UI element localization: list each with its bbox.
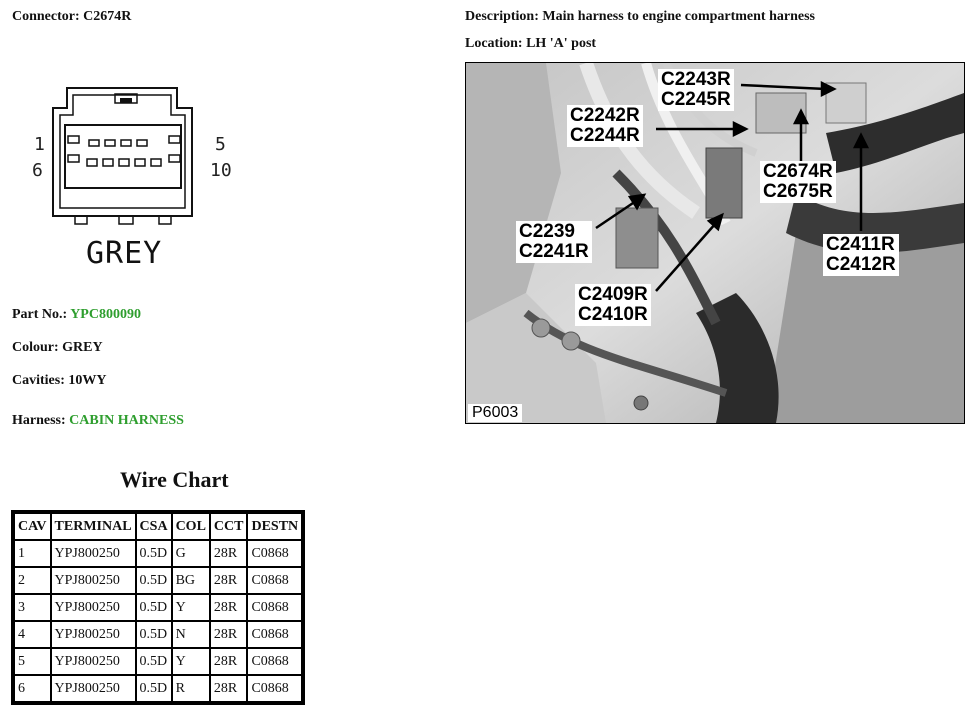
- cell-cav: 6: [15, 676, 50, 701]
- cell-col: Y: [173, 595, 209, 620]
- part-number-label: Part No.:: [12, 307, 68, 322]
- cell-col: R: [173, 676, 209, 701]
- callout-line: C2675R: [763, 181, 833, 202]
- cell-csa: 0.5D: [137, 622, 171, 647]
- part-number-link[interactable]: YPC800090: [70, 307, 141, 322]
- description-line: [465, 9, 815, 25]
- cell-cct: 28R: [211, 649, 247, 674]
- cavities-value: 10WY: [68, 373, 107, 388]
- wire-chart-table: [11, 510, 305, 705]
- connector-face-diagram: [45, 80, 205, 230]
- callout-c2409r: [575, 284, 651, 326]
- callout-line: C2674R: [763, 161, 833, 182]
- cell-terminal: YPJ800250: [52, 676, 135, 701]
- cell-col: G: [173, 541, 209, 566]
- pin-label-10: 10: [210, 160, 232, 181]
- header-csa: CSA: [137, 514, 171, 539]
- cell-csa: 0.5D: [137, 541, 171, 566]
- cell-col: N: [173, 622, 209, 647]
- pin-label-1: 1: [34, 134, 45, 155]
- callout-c2411r: [823, 234, 899, 276]
- header-cav: CAV: [15, 514, 50, 539]
- table-row: [15, 541, 301, 566]
- callout-line: C2412R: [826, 254, 896, 275]
- connector-colour-text: GREY: [86, 236, 163, 271]
- cell-cct: 28R: [211, 622, 247, 647]
- location-photo: [465, 62, 965, 424]
- cell-cct: 28R: [211, 595, 247, 620]
- connector-value: C2674R: [83, 9, 132, 24]
- cell-csa: 0.5D: [137, 595, 171, 620]
- table-row: [15, 595, 301, 620]
- cell-destn: C0868: [248, 568, 301, 593]
- cell-destn: C0868: [248, 541, 301, 566]
- table-row: [15, 676, 301, 701]
- wire-chart-title: Wire Chart: [120, 467, 229, 492]
- callout-line: C2242R: [570, 105, 640, 126]
- cell-terminal: YPJ800250: [52, 568, 135, 593]
- cell-cct: 28R: [211, 541, 247, 566]
- location-value: LH 'A' post: [526, 36, 597, 51]
- callout-line: C2245R: [661, 89, 731, 110]
- cell-col: BG: [173, 568, 209, 593]
- cell-cav: 5: [15, 649, 50, 674]
- description-value: Main harness to engine compartment harness: [542, 9, 815, 24]
- callout-line: C2241R: [519, 241, 589, 262]
- cell-destn: C0868: [248, 595, 301, 620]
- pin-label-5: 5: [215, 134, 226, 155]
- callout-line: C2239: [519, 221, 575, 242]
- cell-csa: 0.5D: [137, 649, 171, 674]
- header-col: COL: [173, 514, 209, 539]
- callout-line: C2244R: [570, 125, 640, 146]
- callout-c2243r: [658, 69, 734, 111]
- cell-col: Y: [173, 649, 209, 674]
- cell-terminal: YPJ800250: [52, 595, 135, 620]
- cell-terminal: YPJ800250: [52, 622, 135, 647]
- connector-line: [12, 9, 131, 25]
- callout-line: C2409R: [578, 284, 648, 305]
- cell-destn: C0868: [248, 676, 301, 701]
- callout-c2239: [516, 221, 592, 263]
- header-destn: DESTN: [248, 514, 301, 539]
- cell-cct: 28R: [211, 568, 247, 593]
- table-row: [15, 649, 301, 674]
- callout-line: C2411R: [826, 234, 895, 255]
- cell-cav: 4: [15, 622, 50, 647]
- part-number-line: [12, 307, 141, 323]
- harness-line: [12, 413, 184, 429]
- wire-chart-header-row: [15, 514, 301, 539]
- cell-cav: 3: [15, 595, 50, 620]
- callout-c2242r: [567, 105, 643, 147]
- cell-destn: C0868: [248, 622, 301, 647]
- cell-csa: 0.5D: [137, 676, 171, 701]
- cell-destn: C0868: [248, 649, 301, 674]
- cavities-label: Cavities:: [12, 373, 65, 388]
- colour-line: [12, 340, 103, 356]
- header-cct: CCT: [211, 514, 247, 539]
- cell-cav: 1: [15, 541, 50, 566]
- cell-csa: 0.5D: [137, 568, 171, 593]
- location-label: Location:: [465, 36, 523, 51]
- table-row: [15, 568, 301, 593]
- colour-label: Colour:: [12, 340, 59, 355]
- connector-label: Connector:: [12, 9, 80, 24]
- location-line: [465, 36, 596, 52]
- harness-link[interactable]: CABIN HARNESS: [69, 413, 184, 428]
- colour-value: GREY: [62, 340, 103, 355]
- header-terminal: TERMINAL: [52, 514, 135, 539]
- callout-line: C2243R: [661, 69, 731, 90]
- cell-cav: 2: [15, 568, 50, 593]
- harness-label: Harness:: [12, 413, 66, 428]
- table-row: [15, 622, 301, 647]
- cell-terminal: YPJ800250: [52, 541, 135, 566]
- cavities-line: [12, 373, 107, 389]
- cell-cct: 28R: [211, 676, 247, 701]
- photo-id-tag: P6003: [468, 404, 522, 422]
- description-label: Description:: [465, 9, 539, 24]
- callout-line: C2410R: [578, 304, 648, 325]
- cell-terminal: YPJ800250: [52, 649, 135, 674]
- pin-label-6: 6: [32, 160, 43, 181]
- callout-c2674r: [760, 161, 836, 203]
